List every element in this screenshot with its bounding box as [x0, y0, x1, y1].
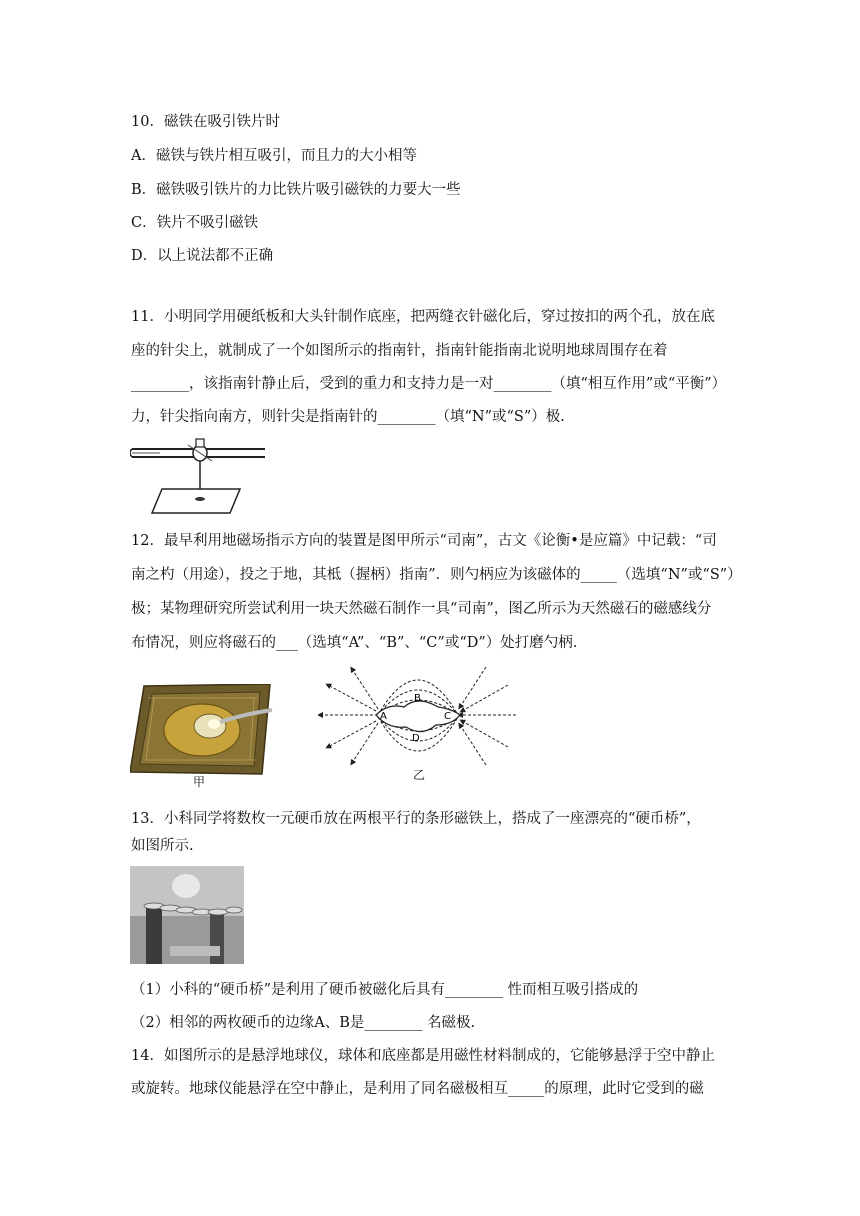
q10-option-d: D．以上说法都不正确 [131, 248, 274, 264]
q12-line-1: 12．最早利用地磁场指示方向的装置是图甲所示“司南”，古文《论衡•是应篇》中记载：“司 [131, 533, 717, 549]
q10-option-a: A．磁铁与铁片相互吸引，而且力的大小相等 [131, 148, 417, 164]
q12-line-3: 极；某物理研究所尝试利用一块天然磁石制作一具“司南”，图乙所示为天然磁石的磁感线分 [131, 601, 712, 617]
q11-line-4: 力，针尖指向南方，则针尖是指南针的________（填“N”或“S”）极. [131, 409, 565, 425]
q11-line-1: 11．小明同学用硬纸板和大头针制作底座，把两缝衣针磁化后，穿过按扣的两个孔，放在底 [131, 309, 715, 325]
compass-figure [130, 435, 270, 515]
q12-line-2: 南之杓（用途），投之于地，其柢（握柄）指南”．则勺柄应为该磁体的_____（选填“N”或“S”） [131, 567, 742, 583]
q13-sub-2: （2）相邻的两枚硬币的边缘A、B是________ 名磁极. [131, 1015, 476, 1031]
q10-stem: 10．磁铁在吸引铁片时 [131, 114, 280, 130]
label-d: D [412, 733, 420, 744]
magnetic-field-figure [318, 655, 518, 775]
label-a: A [380, 711, 387, 722]
q14-line-1: 14．如图所示的是悬浮地球仪，球体和底座都是用磁性材料制成的，它能够悬浮于空中静止 [131, 1048, 715, 1064]
label-b: B [414, 693, 421, 704]
q13-line-1: 13．小科同学将数枚一元硬币放在两根平行的条形磁铁上，搭成了一座漂亮的“硬币桥”， [131, 811, 701, 827]
label-c: C [444, 711, 451, 722]
caption-jia: 甲 [193, 775, 206, 789]
q13-line-2: 如图所示. [131, 838, 194, 854]
q11-line-2: 座的针尖上，就制成了一个如图所示的指南针，指南针能指南北说明地球周围存在着 [131, 343, 668, 359]
caption-yi: 乙 [413, 768, 426, 782]
sinan-figure [130, 684, 275, 776]
q12-line-4: 布情况，则应将磁石的___（选填“A”、“B”、“C”或“D”）处打磨勺柄. [131, 635, 578, 651]
q14-line-2: 或旋转。地球仪能悬浮在空中静止，是利用了同名磁极相互_____的原理，此时它受到的磁 [131, 1081, 704, 1097]
q13-sub-1: （1）小科的“硬币桥”是利用了硬币被磁化后具有________ 性而相互吸引搭成的 [131, 982, 639, 998]
q10-option-b: B．磁铁吸引铁片的力比铁片吸引磁铁的力要大一些 [131, 182, 461, 198]
coin-bridge-photo [130, 866, 244, 964]
q11-line-3: ________，该指南针静止后，受到的重力和支持力是一对________（填“相互作用”或“平衡”） [131, 376, 727, 392]
q10-option-c: C．铁片不吸引磁铁 [131, 215, 259, 231]
